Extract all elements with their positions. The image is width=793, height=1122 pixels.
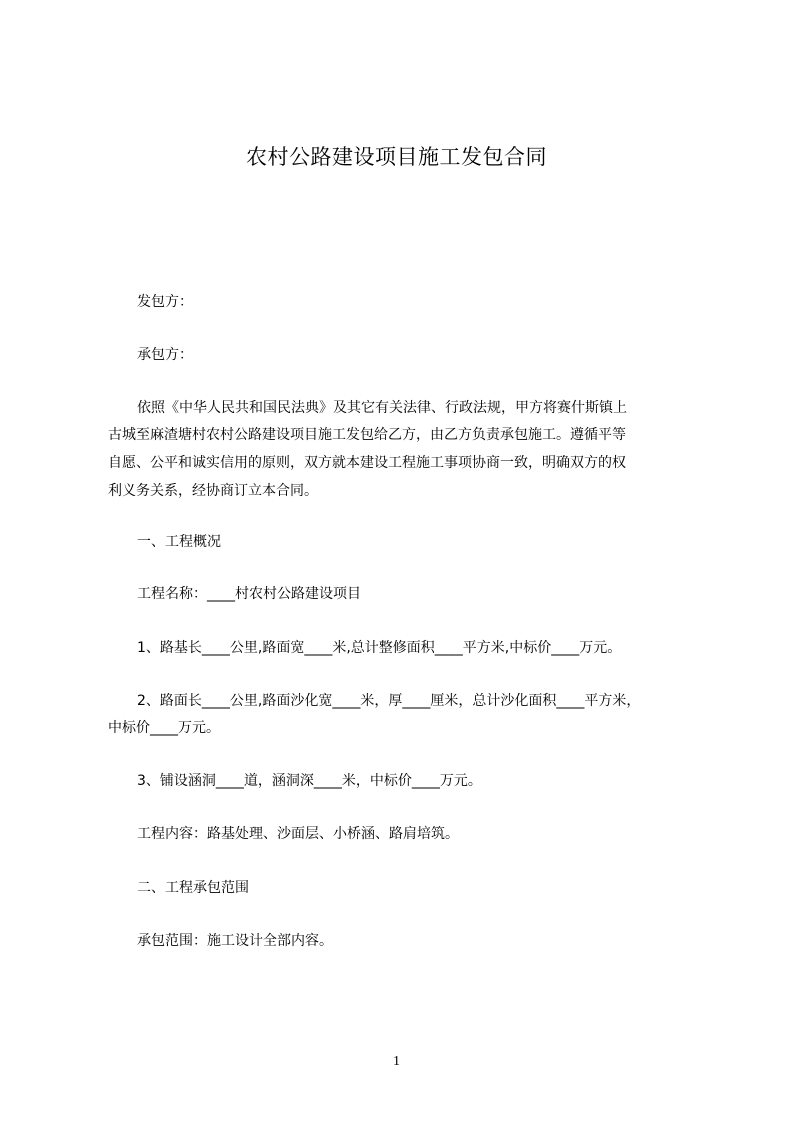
- intro-line-3: 自愿、公平和诚实信用的原则，双方就本建设工程施工事项协商一致，明确双方的权: [108, 455, 626, 471]
- intro-line-4: 利义务关系，经协商订立本合同。: [108, 483, 318, 499]
- section-heading-overview: 一、工程概况: [137, 534, 221, 550]
- intro-line-1: 依照《中华人民共和国民法典》及其它有关法律、行政法规，甲方将赛什斯镇上: [137, 400, 627, 416]
- item-1-roadbed: 1、路基长____公里,路面宽____米,总计整修面积____平方米,中标价____万元。: [137, 640, 622, 656]
- project-name: 工程名称：____村农村公路建设项目: [137, 586, 361, 602]
- item-3-culvert: 3、铺设涵洞____道，涵洞深____米，中标价____万元。: [137, 773, 482, 789]
- item-2-pavement-line-2: 中标价____万元。: [108, 720, 220, 736]
- project-content: 工程内容：路基处理、沙面层、小桥涵、路肩培筑。: [137, 826, 459, 842]
- contractor-label: 承包方：: [137, 347, 193, 363]
- item-2-pavement-line-1: 2、路面长____公里,路面沙化宽____米，厚____厘米，总计沙化面积____平方米，: [137, 693, 641, 709]
- document-title: 农村公路建设项目施工发包合同: [246, 145, 547, 169]
- contract-scope: 承包范围：施工设计全部内容。: [137, 933, 333, 949]
- section-heading-scope: 二、工程承包范围: [137, 880, 249, 896]
- intro-line-2: 古城至麻渣塘村农村公路建设项目施工发包给乙方，由乙方负责承包施工。遵循平等: [108, 427, 626, 443]
- page-number: 1: [393, 1054, 400, 1069]
- employer-label: 发包方：: [137, 294, 193, 310]
